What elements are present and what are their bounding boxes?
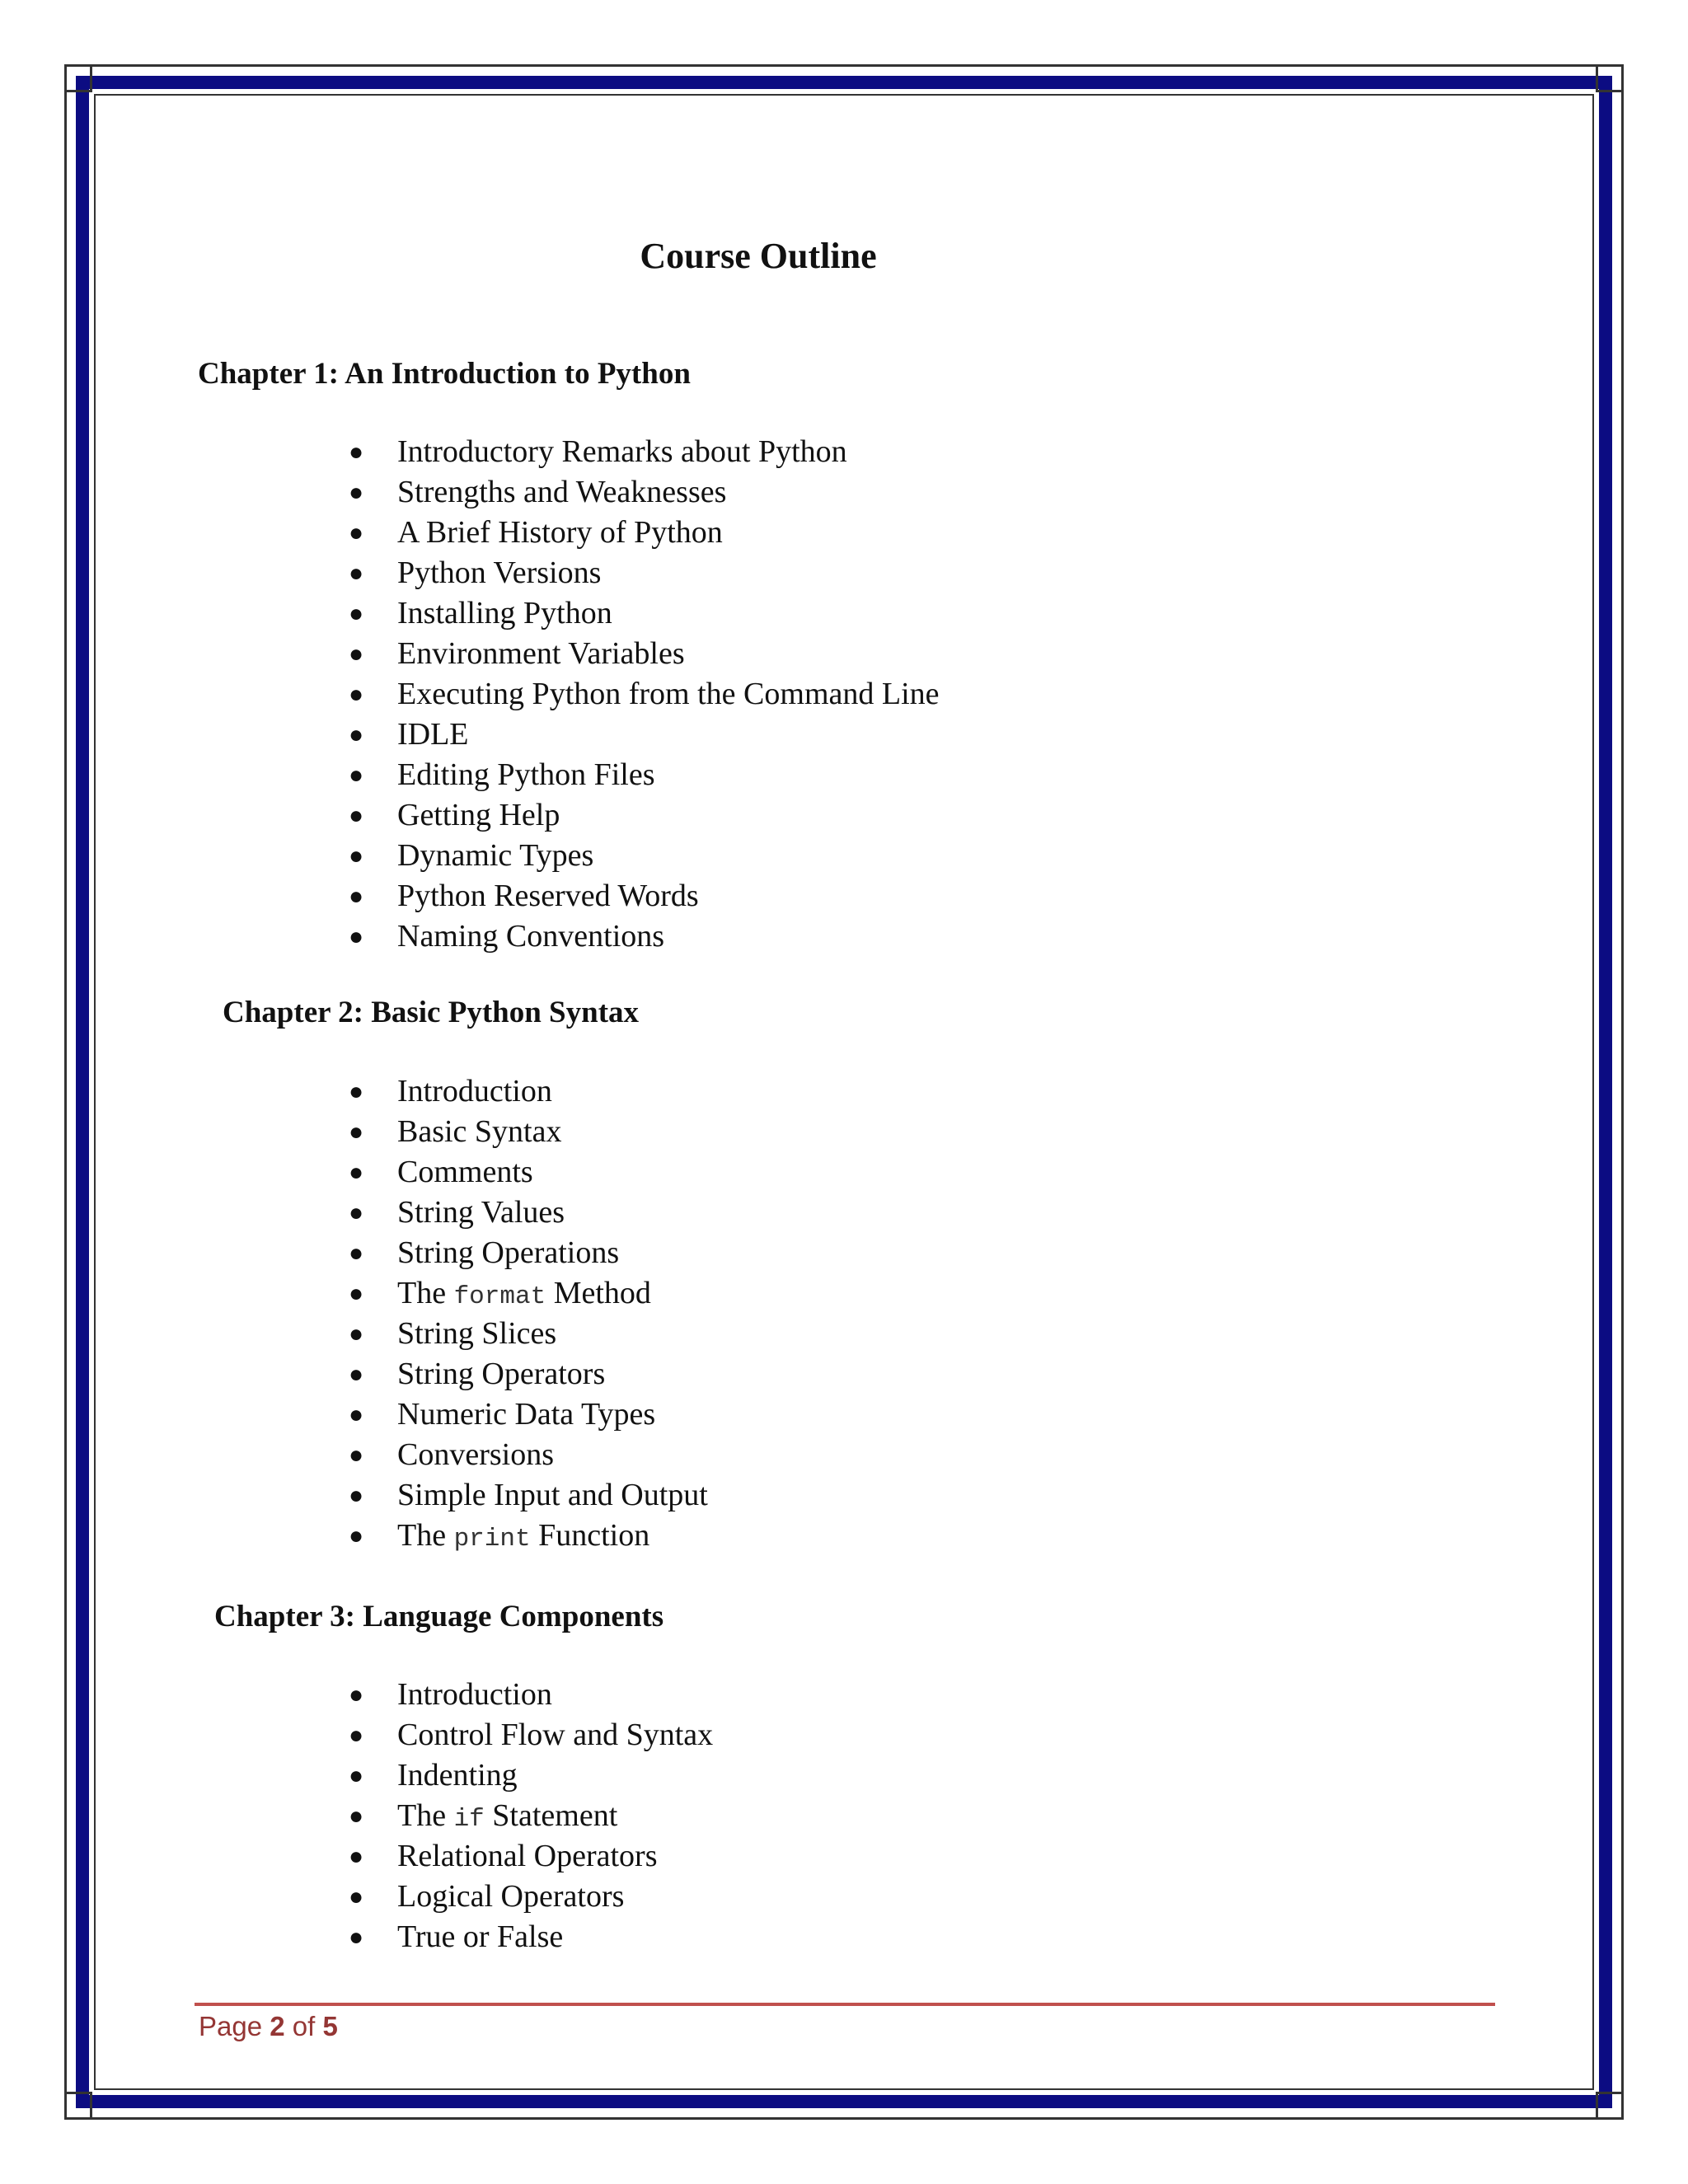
bullet-icon: ● — [348, 802, 364, 829]
list-item-text: String Slices — [397, 1316, 557, 1351]
list-item-text: Method — [546, 1276, 651, 1310]
list-item — [348, 1354, 708, 1394]
list-item — [348, 916, 940, 957]
bullet-icon: ● — [348, 1681, 364, 1708]
list-item — [348, 715, 940, 755]
list-item-text: Basic Syntax — [397, 1114, 562, 1149]
list-item-text: The — [397, 1518, 454, 1553]
chapter-3-heading: Chapter 3: Language Components — [214, 1600, 664, 1633]
bullet-icon: ● — [348, 519, 364, 546]
list-item-text: Function — [530, 1518, 650, 1553]
page-border-inner — [94, 94, 1594, 2090]
list-item — [348, 1152, 708, 1193]
list-item-text: Naming Conventions — [397, 919, 665, 954]
border-corner-bottom-left — [64, 2092, 92, 2120]
list-item-text: The — [397, 1276, 454, 1310]
list-item-text: Numeric Data Types — [397, 1397, 656, 1432]
list-item — [348, 1071, 708, 1112]
list-item — [348, 593, 940, 634]
chapter-2-heading: Chapter 2: Basic Python Syntax — [223, 996, 640, 1029]
list-item — [348, 1715, 713, 1755]
page-title: Course Outline — [640, 236, 877, 276]
bullet-icon: ● — [348, 1802, 364, 1830]
list-item — [348, 553, 940, 593]
list-item — [348, 1755, 713, 1796]
bullet-icon: ● — [348, 560, 364, 587]
list-item-text: Statement — [484, 1798, 618, 1833]
border-corner-top-left — [64, 64, 92, 92]
bullet-icon: ● — [348, 1762, 364, 1789]
list-item — [348, 513, 940, 553]
bullet-icon: ● — [348, 1883, 364, 1910]
bullet-icon: ● — [348, 438, 364, 466]
list-item — [348, 1233, 708, 1273]
list-item-text: Indenting — [397, 1758, 518, 1793]
list-item-text: Conversions — [397, 1437, 554, 1472]
list-item-text: Simple Input and Output — [397, 1478, 708, 1512]
list-item — [348, 674, 940, 715]
list-item-text: Getting Help — [397, 798, 560, 832]
list-item-text: Logical Operators — [397, 1879, 625, 1914]
list-item — [348, 1435, 708, 1475]
list-item — [348, 1394, 708, 1435]
bullet-icon: ● — [348, 842, 364, 869]
bullet-icon: ● — [348, 1482, 364, 1509]
list-item — [348, 432, 940, 472]
bullet-icon: ● — [348, 479, 364, 506]
bullet-icon: ● — [348, 721, 364, 748]
list-item-text: Introduction — [397, 1677, 552, 1712]
chapter-2-list — [348, 1071, 708, 1556]
list-item-text: IDLE — [397, 717, 469, 752]
bullet-icon: ● — [348, 1280, 364, 1307]
border-corner-bottom-right — [1596, 2092, 1624, 2120]
list-item — [348, 876, 940, 916]
bullet-icon: ● — [348, 1320, 364, 1347]
list-item-text: Control Flow and Syntax — [397, 1718, 714, 1752]
bullet-icon: ● — [348, 1843, 364, 1870]
bullet-icon: ● — [348, 923, 364, 950]
bullet-icon: ● — [348, 1078, 364, 1105]
page-of-word: of — [292, 2011, 316, 2041]
page-current: 2 — [270, 2011, 285, 2041]
list-item-text: The — [397, 1798, 454, 1833]
bullet-icon: ● — [348, 1522, 364, 1549]
bullet-icon: ● — [348, 600, 364, 627]
list-item — [348, 1516, 708, 1556]
bullet-icon: ● — [348, 681, 364, 708]
list-item — [348, 1796, 713, 1836]
bullet-icon: ● — [348, 1722, 364, 1749]
chapter-1-list — [348, 432, 940, 957]
list-item-text: Executing Python from the Command Line — [397, 677, 940, 711]
list-item — [348, 1314, 708, 1354]
list-item-text: Strengths and Weaknesses — [397, 475, 727, 509]
footer-rule — [195, 2003, 1495, 2006]
list-item-text: Python Versions — [397, 555, 602, 590]
bullet-icon: ● — [348, 1361, 364, 1388]
list-item — [348, 1112, 708, 1152]
page-word: Page — [199, 2011, 263, 2041]
list-item — [348, 472, 940, 513]
list-item-text: Installing Python — [397, 596, 612, 630]
bullet-icon: ● — [348, 1199, 364, 1226]
page-number — [199, 2011, 338, 2042]
list-item-text: String Values — [397, 1195, 565, 1230]
list-item — [348, 1675, 713, 1715]
bullet-icon: ● — [348, 762, 364, 789]
list-item-text: Introduction — [397, 1074, 552, 1108]
border-corner-top-right — [1596, 64, 1624, 92]
list-item-code: print — [453, 1525, 531, 1554]
bullet-icon: ● — [348, 883, 364, 910]
list-item-text: Environment Variables — [397, 636, 685, 671]
page-total: 5 — [322, 2011, 338, 2041]
list-item-text: Editing Python Files — [397, 757, 655, 792]
list-item — [348, 1917, 713, 1957]
chapter-1-heading: Chapter 1: An Introduction to Python — [198, 357, 691, 391]
list-item — [348, 634, 940, 674]
list-item-code: format — [453, 1282, 546, 1311]
list-item — [348, 795, 940, 836]
list-item — [348, 1273, 708, 1314]
list-item — [348, 755, 940, 795]
chapter-3-list — [348, 1675, 713, 1957]
list-item-text: String Operations — [397, 1235, 620, 1270]
list-item-code: if — [453, 1805, 485, 1834]
bullet-icon: ● — [348, 640, 364, 668]
bullet-icon: ● — [348, 1240, 364, 1267]
list-item-text: Python Reserved Words — [397, 879, 699, 913]
list-item-text: Dynamic Types — [397, 838, 594, 873]
list-item — [348, 1877, 713, 1917]
list-item-text: True or False — [397, 1919, 564, 1954]
list-item — [348, 1193, 708, 1233]
list-item — [348, 836, 940, 876]
list-item-text: Relational Operators — [397, 1839, 658, 1873]
bullet-icon: ● — [348, 1401, 364, 1428]
list-item-text: Introductory Remarks about Python — [397, 434, 847, 469]
list-item — [348, 1475, 708, 1516]
bullet-icon: ● — [348, 1441, 364, 1469]
list-item — [348, 1836, 713, 1877]
list-item-text: A Brief History of Python — [397, 515, 723, 550]
bullet-icon: ● — [348, 1159, 364, 1186]
bullet-icon: ● — [348, 1924, 364, 1951]
list-item-text: Comments — [397, 1155, 533, 1189]
list-item-text: String Operators — [397, 1357, 606, 1391]
bullet-icon: ● — [348, 1118, 364, 1146]
